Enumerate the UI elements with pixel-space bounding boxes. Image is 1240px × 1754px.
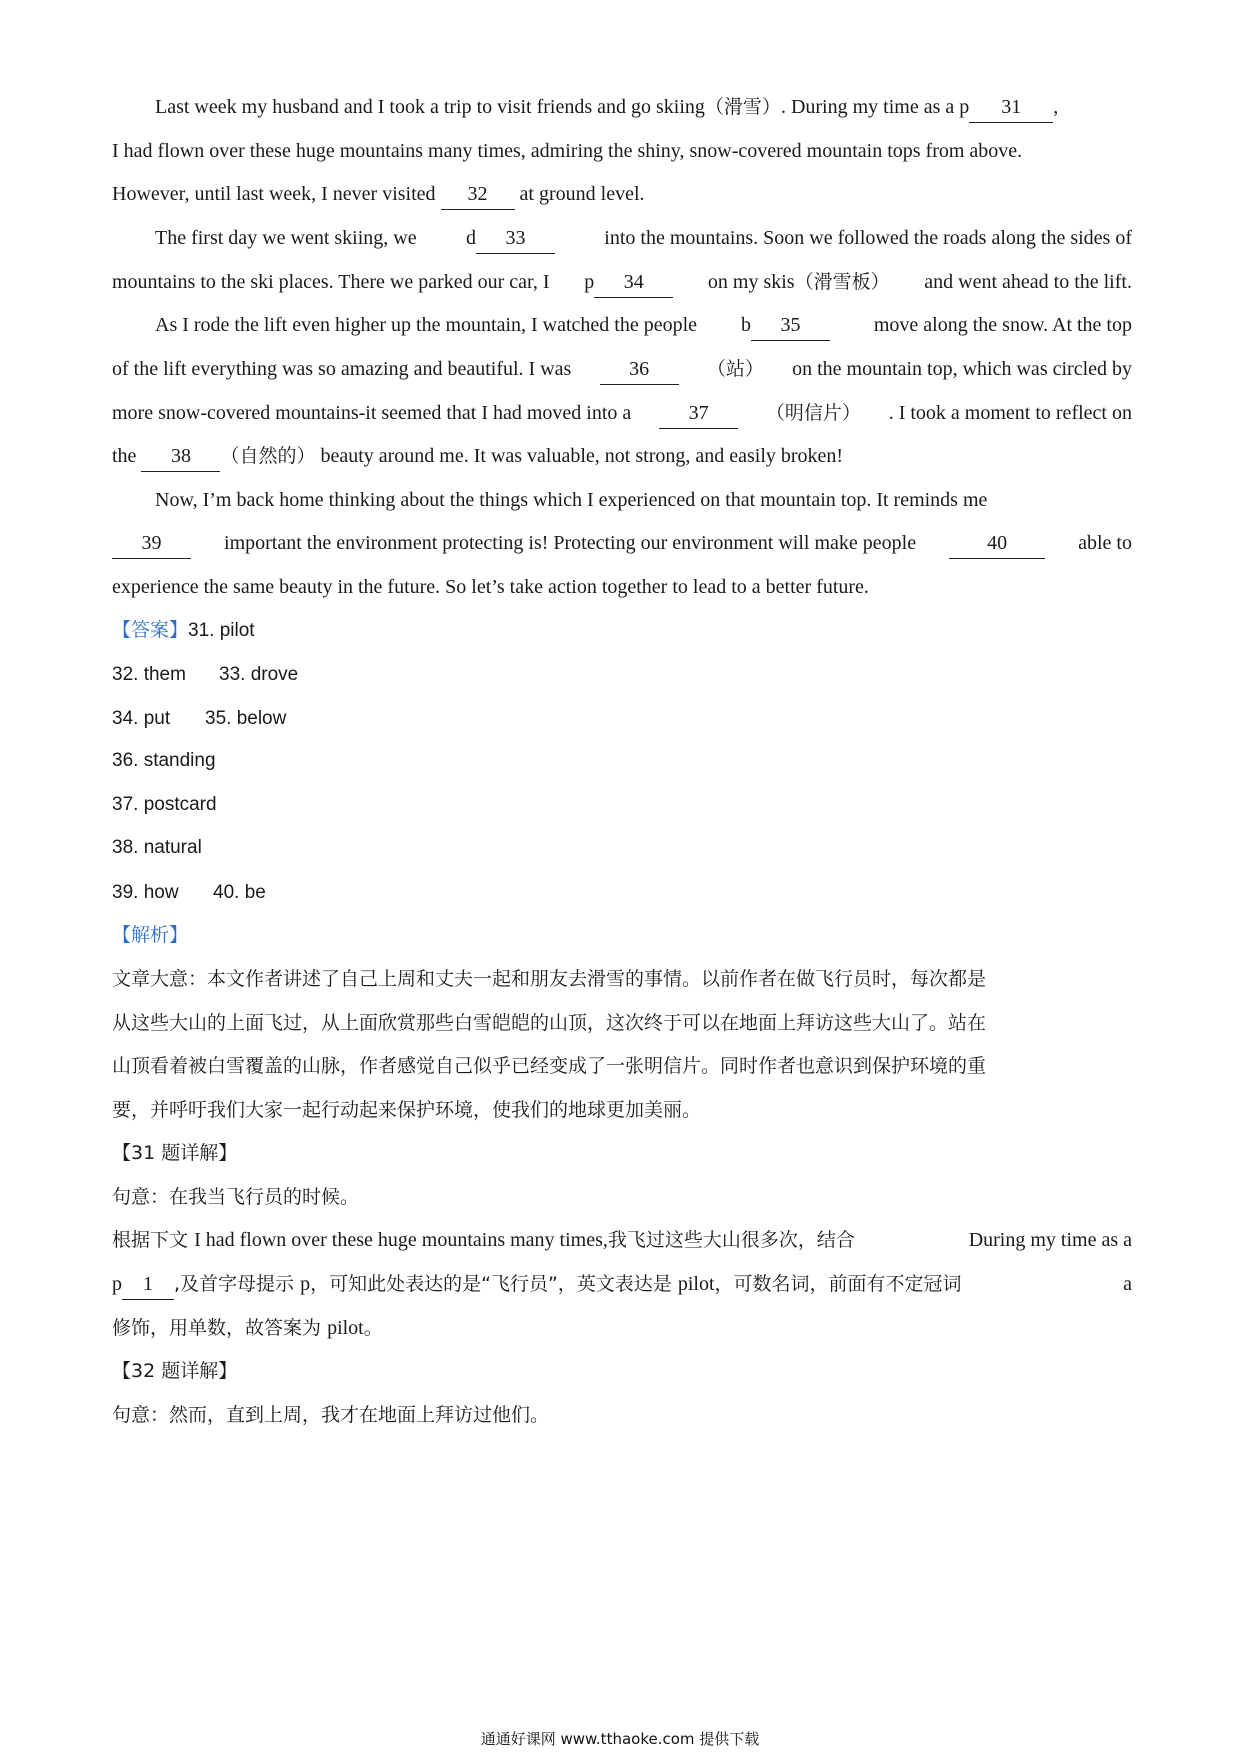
blank-1: 1 bbox=[122, 1269, 174, 1300]
blank-36: 36 bbox=[600, 354, 679, 385]
passage-line-9: the 38 （自然的） beauty around me. It was valuable, not strong, and easily broken! bbox=[112, 441, 1132, 472]
answer-line-5: 37. postcard bbox=[112, 794, 217, 815]
blank-32: 32 bbox=[441, 179, 515, 210]
q32-title: 【32 题详解】 bbox=[112, 1360, 238, 1382]
analysis-para-1: 文章大意：本文作者讲述了自己上周和丈夫一起和朋友去滑雪的事情。以前作者在做飞行员时，每次都是 bbox=[112, 968, 987, 990]
answer-line-6: 38. natural bbox=[112, 837, 202, 858]
passage-line-5: mountains to the ski places. There we parked our car, I p 34 on my skis（滑雪板） and went ahead to the lift. bbox=[112, 267, 1132, 298]
passage-line-4: The first day we went skiing, we d 33 into the mountains. Soon we followed the roads along the sides of bbox=[155, 223, 1132, 254]
analysis-para-2: 从这些大山的上面飞过，从上面欣赏那些白雪皑皑的山顶，这次终于可以在地面上拜访这些大山了。站在 bbox=[112, 1012, 987, 1034]
q31-meaning: 句意：在我当飞行员的时候。 bbox=[112, 1186, 360, 1208]
passage-line-8: more snow-covered mountains-it seemed that I had moved into a 37 （明信片） . I took a moment to reflect on bbox=[112, 398, 1132, 429]
passage-line-7: of the lift everything was so amazing and beautiful. I was 36 （站） on the mountain top, which was circled by bbox=[112, 354, 1132, 385]
q31-explain-1: 根据下文 I had flown over these huge mountains many times,我飞过这些大山很多次，结合 During my time as a bbox=[112, 1229, 1132, 1251]
answer-line-7: 39. how 40. be bbox=[112, 882, 266, 903]
blank-31: 31 bbox=[969, 92, 1053, 123]
footer-watermark: 通通好课网 www.tthaoke.com 提供下载 bbox=[480, 1730, 760, 1748]
passage-line-2: I had flown over these huge mountains many times, admiring the shiny, snow-covered mountain tops from above. bbox=[112, 140, 1023, 162]
blank-40: 40 bbox=[949, 528, 1045, 559]
passage-line-6: As I rode the lift even higher up the mountain, I watched the people b 35 move along the snow. At the top bbox=[155, 310, 1132, 341]
analysis-para-4: 要，并呼吁我们大家一起行动起来保护环境，使我们的地球更加美丽。 bbox=[112, 1099, 702, 1121]
passage-line-10: Now, I’m back home thinking about the things which I experienced on that mountain top. It reminds me bbox=[155, 489, 988, 511]
blank-35: 35 bbox=[751, 310, 830, 341]
blank-34: 34 bbox=[594, 267, 673, 298]
blank-39: 39 bbox=[112, 528, 191, 559]
blank-37: 37 bbox=[659, 398, 738, 429]
answer-tag: 【答案】 bbox=[112, 619, 189, 641]
passage-line-1: Last week my husband and I took a trip to visit friends and go skiing（滑雪）. During my time as a p 31 , bbox=[155, 92, 1132, 123]
blank-33: 33 bbox=[476, 223, 555, 254]
answer-line-4: 36. standing bbox=[112, 750, 216, 771]
answer-line-3: 34. put 35. below bbox=[112, 708, 287, 729]
answer-line-1: 【答案】31. pilot bbox=[112, 619, 255, 641]
analysis-tag: 【解析】 bbox=[112, 924, 189, 946]
q31-explain-3: 修饰，用单数，故答案为 pilot。 bbox=[112, 1317, 383, 1339]
analysis-para-3: 山顶看着被白雪覆盖的山脉，作者感觉自己似乎已经变成了一张明信片。同时作者也意识到保护环境的重 bbox=[112, 1055, 987, 1077]
blank-38: 38 bbox=[141, 441, 220, 472]
passage-line-11: 39 important the environment protecting is! Protecting our environment will make people 40 able to bbox=[112, 528, 1132, 559]
answer-line-2: 32. them 33. drove bbox=[112, 664, 299, 685]
passage-line-12: experience the same beauty in the future. So let’s take action together to lead to a better future. bbox=[112, 576, 869, 598]
q32-meaning: 句意：然而，直到上周，我才在地面上拜访过他们。 bbox=[112, 1404, 550, 1426]
q31-title: 【31 题详解】 bbox=[112, 1142, 238, 1164]
passage-line-3: However, until last week, I never visited 32 at ground level. bbox=[112, 179, 1132, 210]
q31-explain-2: p 1 ,及首字母提示 p，可知此处表达的是“飞行员”，英文表达是 pilot，可数名词，前面有不定冠词 a bbox=[112, 1269, 1132, 1300]
